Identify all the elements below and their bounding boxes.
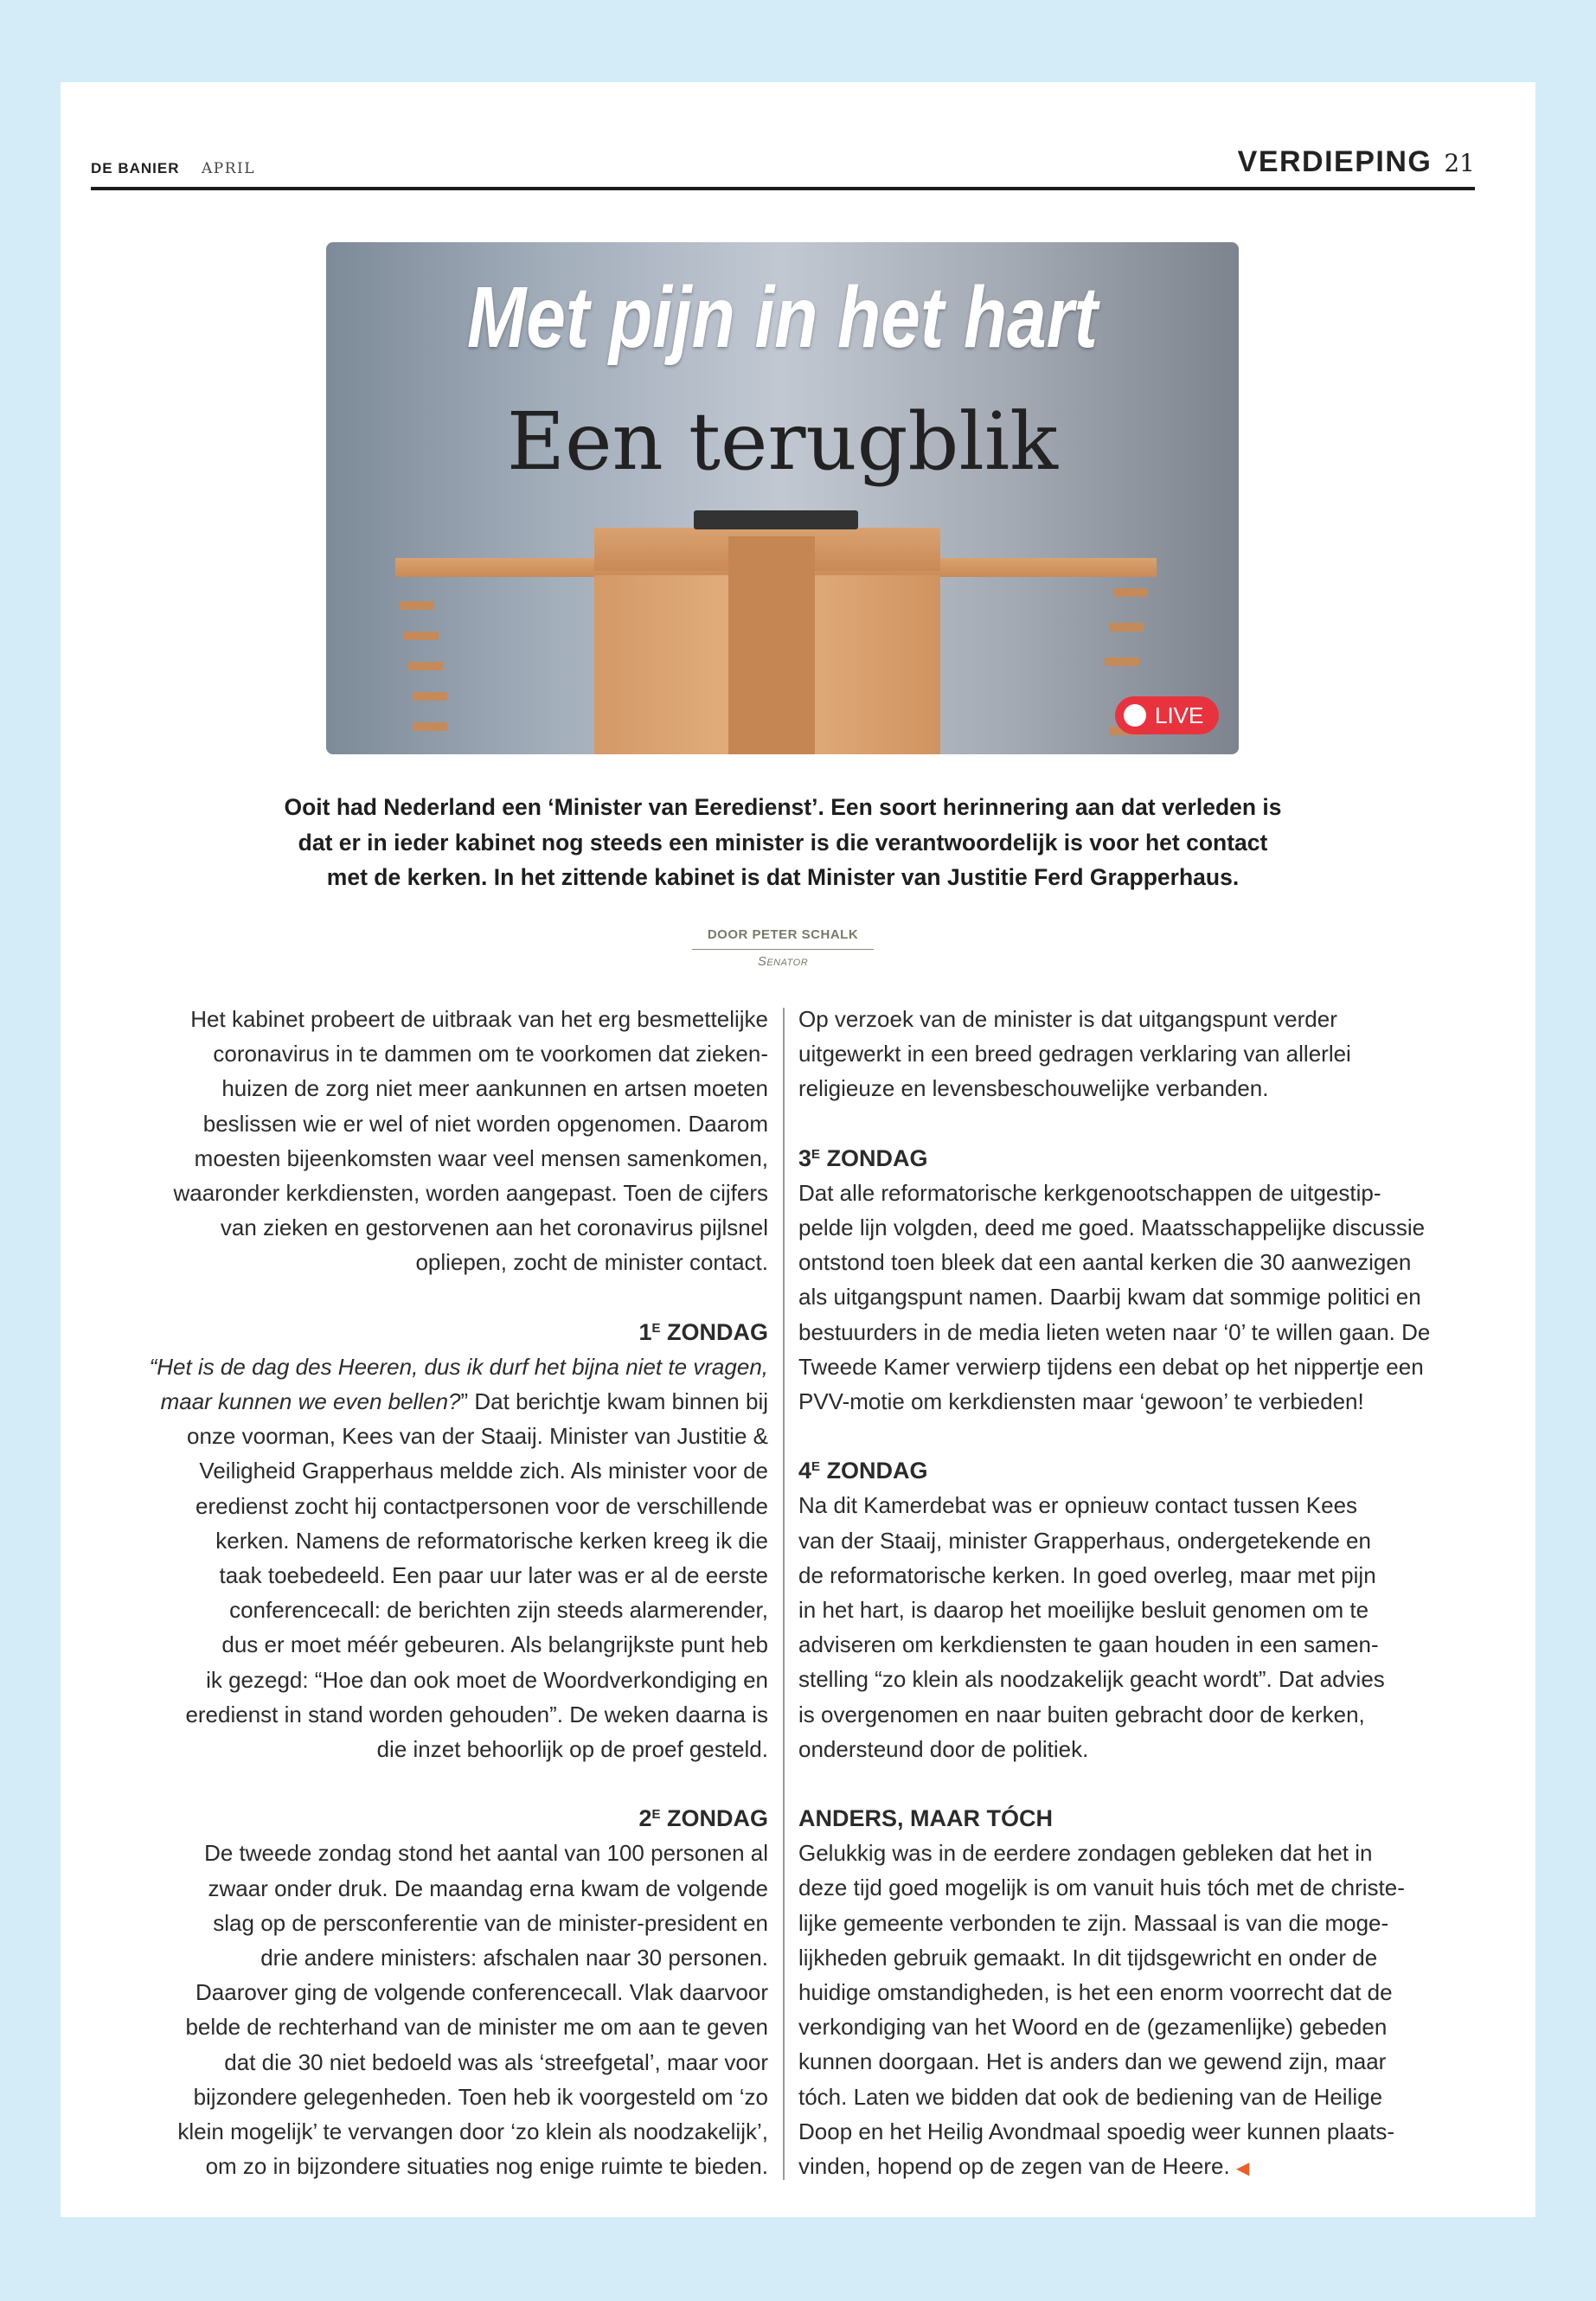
line: waaronder kerkdiensten, worden aangepast. Toen de cijfers — [173, 1180, 768, 1207]
line: religieuze en levensbeschouwelijke verbanden. — [798, 1075, 1269, 1102]
line: eredienst in stand worden gehouden”. De weken daarna is — [185, 1701, 768, 1727]
line: dus er moet méér gebeuren. Als belangrijkste punt heb — [221, 1631, 768, 1658]
line: uitgewerkt in een breed gedragen verklaring van allerlei — [798, 1041, 1351, 1067]
paragraph — [798, 1836, 1490, 2186]
byline — [692, 927, 874, 969]
byline-role: Senator — [757, 954, 809, 969]
line: Tweede Kamer verwierp tijdens een debat op het nippertje een — [798, 1353, 1424, 1380]
line: drie andere ministers: afschalen naar 30 personen. — [260, 1945, 768, 1971]
publication-name: DE BANIER — [91, 160, 180, 176]
section-heading: $1^E$ ZONDAG — [638, 1318, 768, 1345]
end-mark-icon: ◀ — [1235, 2159, 1250, 2179]
column-divider — [783, 1008, 785, 2180]
line: Veiligheid Grapperhaus meldde zich. Als minister voor de — [199, 1458, 768, 1484]
paragraph — [798, 1176, 1490, 1419]
hero-image — [326, 242, 1239, 754]
paragraph — [95, 1349, 768, 1766]
line: Na dit Kamerdebat was er opnieuw contact tussen Kees — [798, 1492, 1358, 1519]
step — [1113, 588, 1148, 597]
section-heading: $2^E$ ZONDAG — [638, 1805, 768, 1832]
line: Dat alle reformatorische kerkgenootschappen de uitgestip- — [798, 1179, 1381, 1206]
section-title — [1238, 145, 1475, 179]
line: huizen de zorg niet meer aankunnen en artsen moeten — [221, 1075, 768, 1102]
line: van zieken en gestorvenen aan het coronavirus pijlsnel — [220, 1215, 768, 1241]
intro-line: met de kerken. In het zittende kabinet is dat Minister van Justitie Ferd Grapperhaus. — [326, 864, 1240, 890]
intro-line: Ooit had Nederland een ‘Minister van Eeredienst’. Een soort herinnering aan dat verleden is — [284, 794, 1282, 820]
left-column — [95, 1002, 768, 2184]
section-heading: $3^E$ ZONDAG — [798, 1144, 928, 1171]
paragraph — [798, 1002, 1490, 1106]
line: ondersteund door de politiek. — [798, 1735, 1089, 1762]
line: Gelukkig was in de eerdere zondagen gebleken dat het in — [798, 1840, 1373, 1867]
line: kerken. Namens de reformatorische kerken kreeg ik die — [215, 1527, 768, 1554]
line: lijke gemeente verbonden te zijn. Massaal is van die moge- — [798, 1909, 1389, 1936]
live-badge — [1115, 696, 1219, 734]
step — [413, 722, 447, 731]
line: adviseren om kerkdiensten te gaan houden in een samen- — [798, 1631, 1379, 1658]
line: slag op de persconferentie van de minister-president en — [213, 1909, 768, 1936]
line: Op verzoek van de minister is dat uitgangspunt verder — [798, 1006, 1337, 1032]
line: beslissen wie er wel of niet worden opgenomen. Daarom — [202, 1110, 768, 1137]
live-label: LIVE — [1155, 702, 1204, 728]
line: eredienst zocht hij contactpersonen voor de verschillende — [195, 1492, 768, 1519]
line: PVV-motie om kerkdiensten maar ‘gewoon’ te verbieden! — [798, 1388, 1364, 1415]
line: lijkheden gebruik gemaakt. In dit tijdsgewricht en onder de — [798, 1944, 1378, 1971]
line: opliepen, zocht de minister contact. — [415, 1249, 768, 1276]
line: Doop en het Heilig Avondmaal spoedig weer kunnen plaats- — [798, 2118, 1394, 2144]
step — [1109, 623, 1144, 631]
hero-subtitle: Een terugblik — [506, 395, 1059, 488]
line: de reformatorische kerken. In goed overleg, maar met pijn — [798, 1561, 1376, 1588]
step — [408, 662, 443, 670]
lectern — [728, 536, 815, 754]
right-column — [798, 1002, 1490, 2186]
line: deze tijd goed mogelijk is om vanuit huis tóch met de christe- — [798, 1875, 1405, 1901]
line: verkondiging van het Woord en de (gezamenlijke) gebeden — [798, 2014, 1388, 2041]
line: bijzondere gelegenheden. Toen heb ik voorgesteld om ‘zo — [193, 2083, 768, 2110]
paragraph — [798, 1488, 1490, 1766]
step — [400, 601, 434, 610]
line: Het kabinet probeert de uitbraak van het erg besmettelijke — [190, 1006, 768, 1032]
line: die inzet behoorlijk op de proef gesteld. — [376, 1736, 768, 1763]
byline-author: DOOR PETER SCHALK — [692, 927, 874, 950]
intro-line: dat er in ieder kabinet nog steeds een minister is die verantwoordelijk is voor het contact — [298, 829, 1268, 856]
line: onze voorman, Kees van der Staaij. Minister van Justitie & — [187, 1423, 768, 1450]
line: bestuurders in de media lieten weten naar ‘0’ te willen gaan. De — [798, 1318, 1431, 1345]
record-dot-icon — [1124, 704, 1146, 727]
line: tóch. Laten we bidden dat ook de bediening van de Heilige — [798, 2083, 1383, 2110]
line: als uitgangspunt namen. Daarbij kwam dat sommige politici en — [798, 1284, 1421, 1311]
step — [413, 692, 447, 701]
line: stelling “zo klein als noodzakelijk geacht wordt”. Dat advies — [798, 1666, 1385, 1693]
paragraph — [95, 1002, 768, 1280]
line: vinden, hopend op de zegen van de Heere. ◀ — [798, 2153, 1250, 2180]
line: klein mogelijk’ te vervangen door ‘zo klein als noodzakelijk’, — [177, 2118, 768, 2145]
paragraph — [95, 1836, 768, 2183]
line: van der Staaij, minister Grapperhaus, ondergetekende en — [798, 1527, 1371, 1554]
line: ik gezegd: “Hoe dan ook moet de Woordverkondiging en — [206, 1666, 768, 1693]
line: zwaar onder druk. De maandag erna kwam de volgende — [208, 1875, 768, 1901]
step — [1105, 657, 1139, 666]
section-name: VERDIEPING — [1237, 145, 1433, 178]
line: taak toebedeeld. Een paar uur later was er al de eerste — [219, 1562, 768, 1589]
hero-title-text: Met pijn in het hart — [467, 269, 1098, 366]
line: pelde lijn volgden, deed me goed. Maatsschappelijke discussie — [798, 1215, 1426, 1241]
line: maar kunnen we even bellen?” Dat berichtje kwam binnen bij — [160, 1388, 768, 1415]
line: conferencecall: de berichten zijn steeds alarmerender, — [229, 1597, 768, 1624]
section-heading: $4^E$ ZONDAG — [798, 1458, 928, 1484]
line: huidige omstandigheden, is het een enorm voorrecht dat de — [798, 1979, 1393, 2006]
line: De tweede zondag stond het aantal van 100 personen al — [204, 1840, 768, 1867]
line: is overgenomen en naar buiten gebracht door de kerken, — [798, 1701, 1365, 1727]
section-heading: ANDERS, MAAR TÓCH — [798, 1805, 1053, 1832]
line: dat die 30 niet bedoeld was als ‘streefgetal’, maar voor — [224, 2048, 768, 2075]
step — [404, 631, 439, 640]
header-rule — [91, 187, 1475, 190]
line: kunnen doorgaan. Het is anders dan we gewend zijn, maar — [798, 2048, 1387, 2075]
line: om zo in bijzondere situaties nog enige ruimte te bieden. — [205, 2153, 768, 2180]
hero-title — [326, 268, 1239, 368]
line: ontstond toen bleek dat een aantal kerken die 30 aanwezigen — [798, 1249, 1412, 1276]
quote-line: “Het is de dag des Heeren, dus ik durf het bijna niet te vragen, — [149, 1353, 768, 1380]
line: moesten bijeenkomsten waar veel mensen samenkomen, — [194, 1144, 768, 1171]
intro-lead — [147, 790, 1419, 895]
line: in het hart, is daarop het moeilijke besluit genomen om te — [798, 1597, 1369, 1624]
issue-month: APRIL — [202, 160, 256, 177]
line: Daarover ging de volgende conferencecall. Vlak daarvoor — [195, 1979, 768, 2006]
page-number: 21 — [1444, 149, 1475, 177]
line: coronavirus in te dammen om te voorkomen dat zieken- — [213, 1041, 768, 1067]
bible-icon — [694, 510, 858, 529]
line: belde de rechterhand van de minister me om aan te geven — [185, 2014, 768, 2041]
